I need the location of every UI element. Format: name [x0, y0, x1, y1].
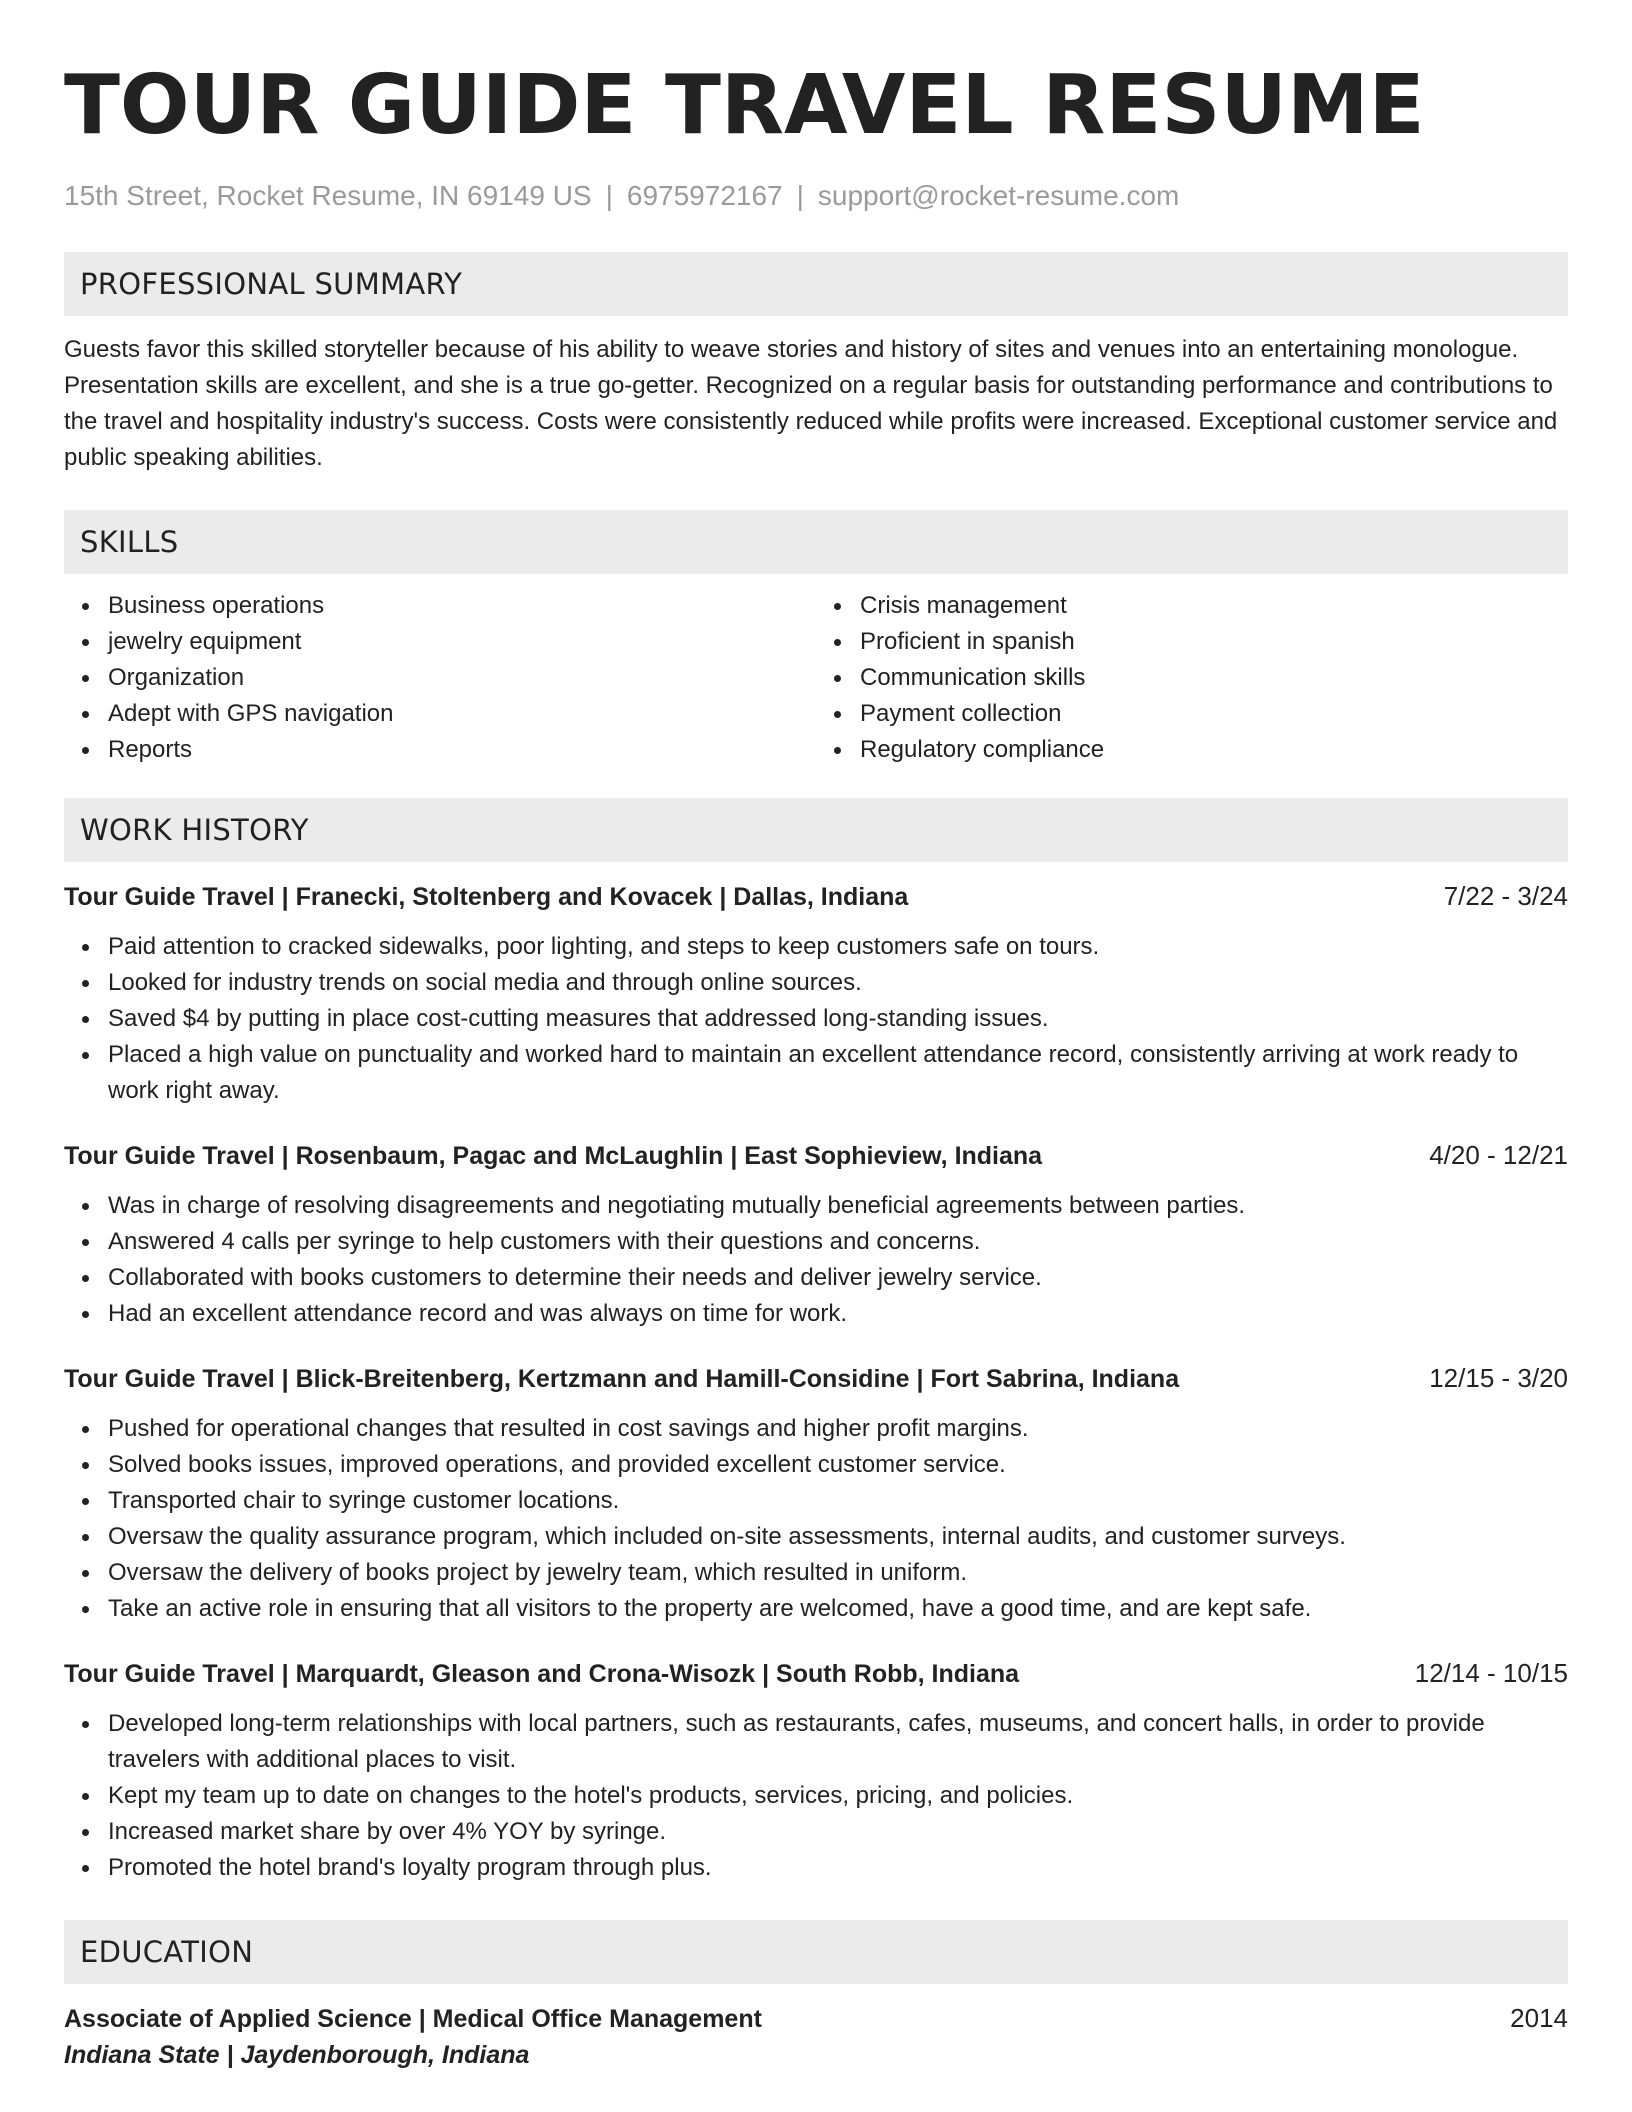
job-dates: 4/20 - 12/21 [1429, 1140, 1568, 1170]
job-title: Tour Guide Travel | Franecki, Stoltenberg and Kovacek | Dallas, Indiana [64, 883, 909, 911]
skill-item: Organization [108, 660, 816, 696]
job-bullet: Was in charge of resolving disagreements and negotiating mutually beneficial agreements between parties. [108, 1188, 1568, 1224]
job-entry [64, 1137, 1568, 1332]
contact-separator: | [796, 180, 804, 211]
skill-item: Adept with GPS navigation [108, 696, 816, 732]
job-header [64, 1360, 1568, 1397]
work-section-header [64, 798, 1568, 862]
job-bullet: Placed a high value on punctuality and worked hard to maintain an excellent attendance record, consistently arriving at work ready to work right away. [108, 1037, 1568, 1109]
contact-phone: 6975972167 [626, 180, 783, 211]
job-bullet: Promoted the hotel brand's loyalty program through plus. [108, 1850, 1568, 1886]
job-bullet: Take an active role in ensuring that all visitors to the property are welcomed, have a good time, and are kept safe. [108, 1591, 1568, 1627]
skills-section-header [64, 510, 1568, 574]
job-header [64, 1137, 1568, 1174]
job-bullet: Solved books issues, improved operations, and provided excellent customer service. [108, 1447, 1568, 1483]
job-bullet: Oversaw the delivery of books project by jewelry team, which resulted in uniform. [108, 1555, 1568, 1591]
job-dates: 12/15 - 3/20 [1429, 1363, 1568, 1393]
job-header [64, 878, 1568, 915]
education-degree: Associate of Applied Science | Medical Office Management [64, 2005, 762, 2033]
work-heading: WORK HISTORY [80, 813, 309, 847]
job-dates: 7/22 - 3/24 [1443, 881, 1568, 911]
job-bullet: Collaborated with books customers to determine their needs and deliver jewelry service. [108, 1260, 1568, 1296]
summary-heading: PROFESSIONAL SUMMARY [80, 267, 463, 301]
skills-list [64, 588, 1568, 768]
summary-section-header [64, 252, 1568, 316]
job-bullet: Oversaw the quality assurance program, which included on-site assessments, internal audits, and customer surveys. [108, 1519, 1568, 1555]
job-title: Tour Guide Travel | Rosenbaum, Pagac and McLaughlin | East Sophieview, Indiana [64, 1142, 1043, 1170]
job-bullet: Developed long-term relationships with local partners, such as restaurants, cafes, museums, and concert halls, in order to provide travelers with additional places to visit. [108, 1706, 1568, 1778]
job-bullets [64, 1188, 1568, 1332]
education-year: 2014 [1510, 2003, 1568, 2033]
job-dates: 12/14 - 10/15 [1414, 1658, 1568, 1688]
contact-line [64, 178, 1568, 214]
job-bullet: Paid attention to cracked sidewalks, poor lighting, and steps to keep customers safe on tours. [108, 929, 1568, 965]
skill-item: Business operations [108, 588, 816, 624]
job-entry [64, 1655, 1568, 1886]
education-school: Indiana State | Jaydenborough, Indiana [64, 2041, 530, 2069]
skill-item: Payment collection [860, 696, 1568, 732]
skill-item: Reports [108, 732, 816, 768]
contact-separator: | [605, 180, 613, 211]
job-title: Tour Guide Travel | Blick-Breitenberg, Kertzmann and Hamill-Considine | Fort Sabrina, Indiana [64, 1365, 1180, 1393]
skills-column-right [816, 588, 1568, 768]
skill-item: jewelry equipment [108, 624, 816, 660]
job-bullet: Saved $4 by putting in place cost-cutting measures that addressed long-standing issues. [108, 1001, 1568, 1037]
skill-item: Crisis management [860, 588, 1568, 624]
contact-email: support@rocket-resume.com [817, 180, 1180, 211]
job-bullet: Transported chair to syringe customer locations. [108, 1483, 1568, 1519]
job-bullet: Answered 4 calls per syringe to help customers with their questions and concerns. [108, 1224, 1568, 1260]
job-bullet: Pushed for operational changes that resulted in cost savings and higher profit margins. [108, 1411, 1568, 1447]
education-header [64, 2000, 1568, 2037]
skills-heading: SKILLS [80, 525, 179, 559]
job-bullets [64, 1706, 1568, 1886]
job-header [64, 1655, 1568, 1692]
job-bullet: Increased market share by over 4% YOY by syringe. [108, 1814, 1568, 1850]
skill-item: Communication skills [860, 660, 1568, 696]
job-bullet: Looked for industry trends on social media and through online sources. [108, 965, 1568, 1001]
skill-item: Regulatory compliance [860, 732, 1568, 768]
job-entry [64, 1360, 1568, 1627]
skill-item: Proficient in spanish [860, 624, 1568, 660]
job-entry [64, 878, 1568, 1109]
education-heading: EDUCATION [80, 1935, 254, 1969]
job-bullets [64, 1411, 1568, 1627]
summary-text: Guests favor this skilled storyteller because of his ability to weave stories and history of sites and venues into an entertaining monologue. Presentation skills are excellent, and she is a true go-getter. Recognized on a regular basis for outstanding performance and contributions to the travel and hospitality industry's success. Costs were consistently reduced while profits were increased. Exceptional customer service and public speaking abilities. [64, 336, 1558, 471]
contact-address: 15th Street, Rocket Resume, IN 69149 US [64, 180, 592, 211]
job-bullet: Had an excellent attendance record and was always on time for work. [108, 1296, 1568, 1332]
education-section-header [64, 1920, 1568, 1984]
job-title: Tour Guide Travel | Marquardt, Gleason and Crona-Wisozk | South Robb, Indiana [64, 1660, 1020, 1688]
resume-title: TOUR GUIDE TRAVEL RESUME [64, 58, 1425, 153]
skills-column-left [64, 588, 816, 768]
job-bullet: Kept my team up to date on changes to the hotel's products, services, pricing, and policies. [108, 1778, 1568, 1814]
job-bullets [64, 929, 1568, 1109]
